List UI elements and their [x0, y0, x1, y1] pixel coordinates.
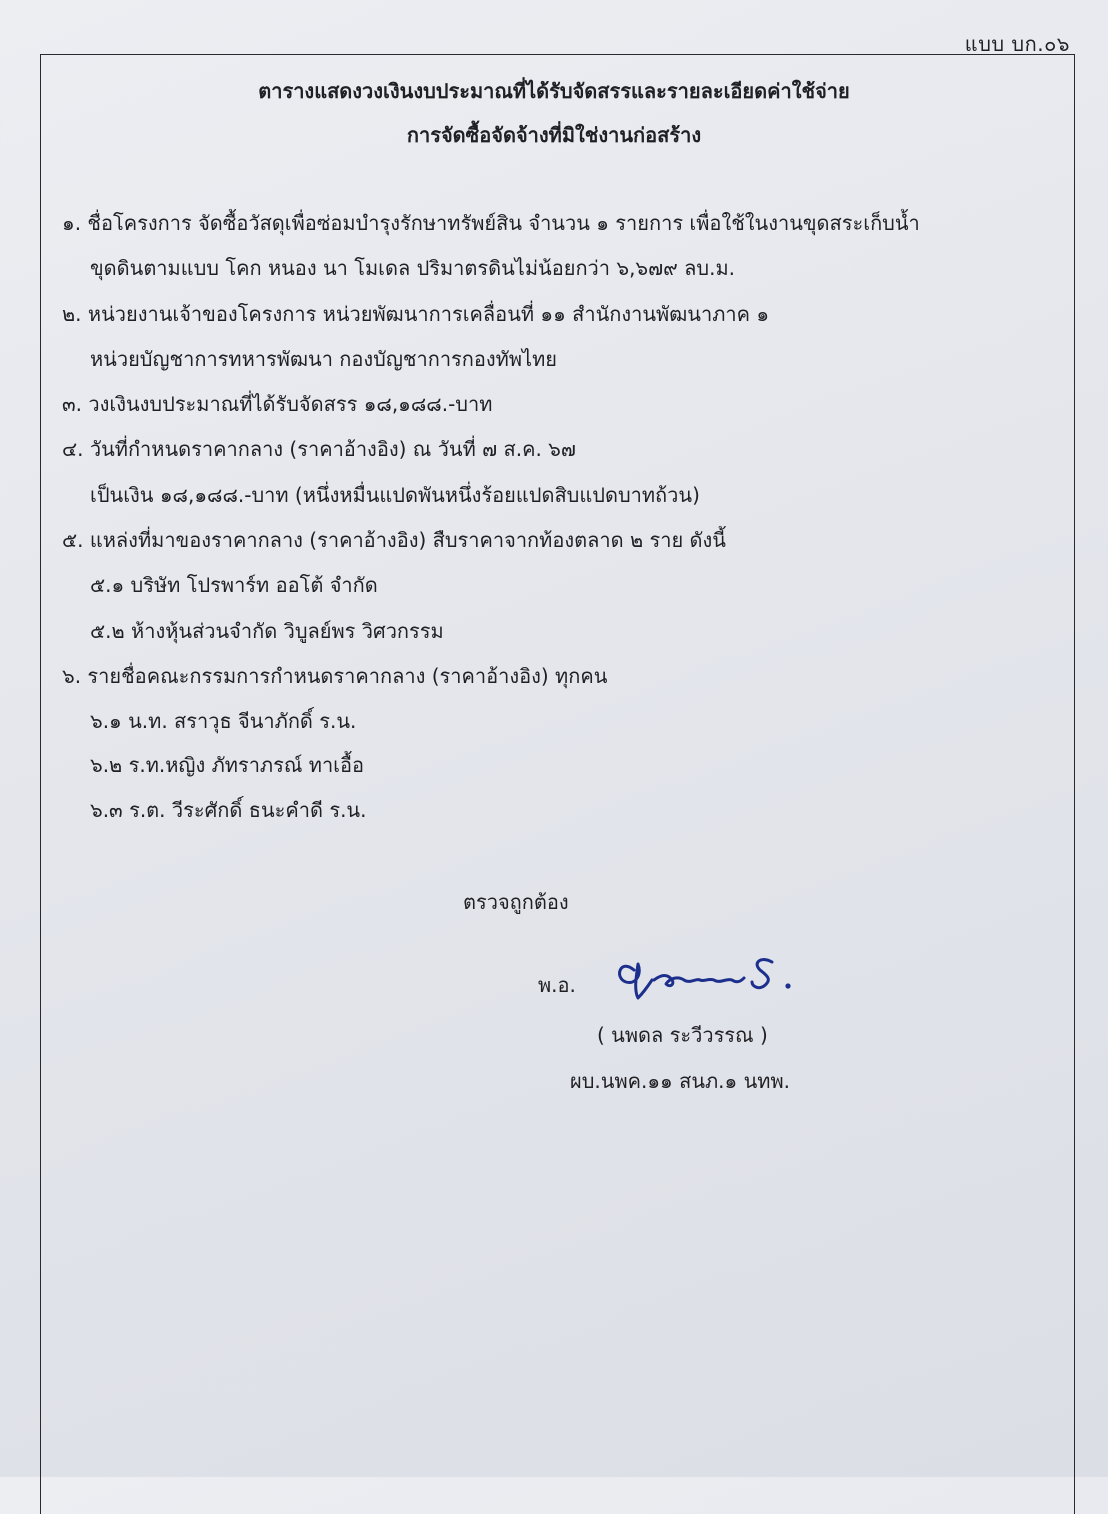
signer-rank: พ.อ.: [538, 973, 576, 997]
item-6-committee: ๖. รายชื่อคณะกรรมการกำหนดราคากลาง (ราคาอ้างอิง) ทุกคน: [62, 664, 608, 688]
item-6-1-member: ๖.๑ น.ท. สราวุธ จีนาภักดิ์ ร.น.: [90, 709, 357, 733]
document-title-line-1: ตารางแสดงวงเงินงบประมาณที่ได้รับจัดสรรและรายละเอียดค่าใช้จ่าย: [258, 79, 850, 103]
form-code: แบบ บก.๐๖: [964, 32, 1070, 56]
signer-name: ( นพดล ระวีวรรณ ): [597, 1023, 768, 1047]
item-1-project-name: ๑. ชื่อโครงการ จัดซื้อวัสดุเพื่อซ่อมบำรุงรักษาทรัพย์สิน จำนวน ๑ รายการ เพื่อใช้ในงานขุดสระเก็บน้ำ: [62, 211, 920, 235]
document-title-line-2: การจัดซื้อจัดจ้างที่มิใช่งานก่อสร้าง: [406, 123, 702, 147]
item-5-1-vendor: ๕.๑ บริษัท โปรพาร์ท ออโต้ จำกัด: [90, 573, 378, 597]
item-4-reference-date: ๔. วันที่กำหนดราคากลาง (ราคาอ้างอิง) ณ วันที่ ๗ ส.ค. ๖๗: [62, 437, 576, 461]
item-6-3-member: ๖.๓ ร.ต. วีระศักดิ์ ธนะคำดี ร.น.: [90, 798, 367, 822]
signer-position: ผบ.นพค.๑๑ สนภ.๑ นทพ.: [570, 1069, 790, 1093]
item-6-2-member: ๖.๒ ร.ท.หญิง ภัทราภรณ์ ทาเอื้อ: [90, 753, 365, 777]
certification-text: ตรวจถูกต้อง: [463, 890, 569, 914]
item-3-budget: ๓. วงเงินงบประมาณที่ได้รับจัดสรร ๑๘,๑๘๘.-บาท: [62, 392, 493, 416]
item-5-price-source: ๕. แหล่งที่มาของราคากลาง (ราคาอ้างอิง) สืบราคาจากท้องตลาด ๒ ราย ดังนี้: [62, 528, 726, 552]
item-2-owner-command: หน่วยบัญชาการทหารพัฒนา กองบัญชาการกองทัพไทย: [90, 347, 558, 371]
item-4-amount: เป็นเงิน ๑๘,๑๘๘.-บาท (หนึ่งหมื่นแปดพันหนึ่งร้อยแปดสิบแปดบาทถ้วน): [90, 483, 700, 507]
item-2-owner-unit: ๒. หน่วยงานเจ้าของโครงการ หน่วยพัฒนาการเคลื่อนที่ ๑๑ สำนักงานพัฒนาภาค ๑: [62, 302, 770, 326]
handwritten-signature: [612, 948, 802, 1004]
item-1-project-detail: ขุดดินตามแบบ โคก หนอง นา โมเดล ปริมาตรดินไม่น้อยกว่า ๖,๖๗๙ ลบ.ม.: [90, 256, 736, 280]
item-5-2-vendor: ๕.๒ ห้างหุ้นส่วนจำกัด วิบูลย์พร วิศวกรรม: [90, 619, 444, 643]
